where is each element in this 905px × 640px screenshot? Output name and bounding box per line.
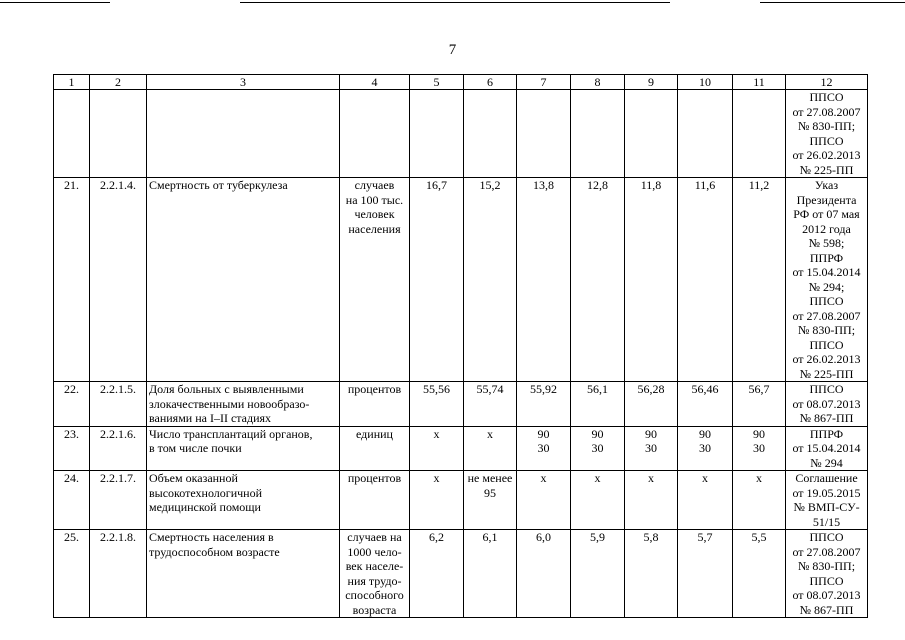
value-cell <box>464 382 517 427</box>
cell-line: 55,92 <box>530 382 557 396</box>
cell-line: возраста <box>352 602 397 617</box>
value-cell <box>571 90 625 178</box>
value-cell <box>571 471 625 530</box>
value-cell <box>464 530 517 618</box>
cell-line: процентов <box>347 471 402 485</box>
value-cell <box>733 471 786 530</box>
indicator-name <box>147 426 340 471</box>
column-header: 12 <box>786 75 868 90</box>
cell-line: трудоспособном возрасте <box>149 544 280 559</box>
unit-of-measure <box>340 90 410 178</box>
cell-line: 5,5 <box>751 530 767 544</box>
value-cell <box>464 471 517 530</box>
cell-line: 90 <box>645 426 657 441</box>
cell-line: от 26.02.2013 <box>792 148 861 162</box>
column-header: 4 <box>340 75 410 90</box>
top-rule-left <box>0 2 110 3</box>
cell-line: № 867-ПП <box>799 411 854 425</box>
source-document <box>786 471 868 530</box>
value-cell <box>678 90 733 178</box>
cell-line: случаев <box>354 178 395 192</box>
cell-line: от 19.05.2015 <box>792 485 861 500</box>
cell-line: 11,6 <box>694 178 716 192</box>
row-number: 23. <box>54 426 90 471</box>
unit-of-measure <box>340 382 410 427</box>
row-number: 22. <box>54 382 90 427</box>
cell-line: 90 <box>753 426 765 441</box>
cell-line: Соглашение <box>795 471 858 485</box>
indicator-name <box>147 90 340 178</box>
cell-line: № 294 <box>810 455 843 470</box>
source-document <box>786 90 868 178</box>
cell-line: 56,1 <box>587 382 608 396</box>
cell-line: 6,1 <box>482 530 498 544</box>
cell-line: № 598; <box>808 236 845 250</box>
indicator-code: 2.2.1.8. <box>90 530 147 618</box>
cell-line: 16,7 <box>426 178 447 192</box>
value-cell <box>517 382 571 427</box>
cell-line: 1000 чело- <box>347 544 402 559</box>
row-number: 24. <box>54 471 90 530</box>
indicator-name <box>147 530 340 618</box>
value-cell <box>517 90 571 178</box>
value-cell <box>410 471 464 530</box>
cell-line: № 225-ПП <box>799 366 854 381</box>
cell-line: 11,8 <box>640 178 662 192</box>
cell-line: ППСО <box>809 337 844 352</box>
value-cell <box>464 426 517 471</box>
cell-line: 90 <box>699 426 711 441</box>
table-row <box>54 90 868 178</box>
cell-line: 5,8 <box>643 530 659 544</box>
cell-line: 15,2 <box>479 178 501 192</box>
cell-line: 6,0 <box>536 530 551 544</box>
source-document <box>786 178 868 382</box>
value-cell <box>410 426 464 471</box>
cell-line: 56,7 <box>748 382 770 396</box>
value-cell <box>410 90 464 178</box>
cell-line: 30 <box>591 441 604 455</box>
column-header: 8 <box>571 75 625 90</box>
cell-line: 5,7 <box>697 530 713 544</box>
cell-line: ППСО <box>809 573 844 588</box>
row-number: 25. <box>54 530 90 618</box>
cell-line: № 830-ПП; <box>797 119 856 133</box>
value-cell <box>571 426 625 471</box>
cell-line: № ВМП-СУ- <box>793 500 860 514</box>
value-cell <box>678 426 733 471</box>
cell-line: № 225-ПП <box>799 162 854 177</box>
cell-line: процентов <box>347 382 402 396</box>
cell-line: Указ <box>814 178 839 192</box>
cell-line: от 08.07.2013 <box>792 396 861 411</box>
value-cell <box>625 530 678 618</box>
cell-line: ваниями на I–II стадиях <box>149 411 272 425</box>
cell-line: единиц <box>356 426 393 441</box>
value-cell <box>410 178 464 382</box>
value-cell <box>625 178 678 382</box>
value-cell <box>625 90 678 178</box>
row-number: 21. <box>54 178 90 382</box>
value-cell <box>625 426 678 471</box>
indicators-table <box>53 74 868 618</box>
cell-line: на 100 тыс. <box>345 192 404 207</box>
cell-line: РФ от 07 мая <box>793 207 860 221</box>
value-cell <box>625 471 678 530</box>
cell-line: х <box>702 471 708 485</box>
indicator-name <box>147 178 340 382</box>
column-header: 5 <box>410 75 464 90</box>
header-row <box>54 75 868 90</box>
column-header: 2 <box>90 75 147 90</box>
value-cell <box>410 382 464 427</box>
cell-line: Смертность населения в <box>149 530 274 544</box>
cell-line: 30 <box>753 441 765 455</box>
table-row <box>54 530 868 618</box>
cell-line: 30 <box>699 441 711 455</box>
cell-line: 90 <box>537 426 550 441</box>
cell-line: 11,2 <box>748 178 770 192</box>
cell-line: х <box>433 471 440 485</box>
cell-line: 12,8 <box>587 178 608 192</box>
cell-line: населения <box>348 221 401 236</box>
column-header: 3 <box>147 75 340 90</box>
indicator-code: 2.2.1.6. <box>90 426 147 471</box>
unit-of-measure <box>340 426 410 471</box>
value-cell <box>678 178 733 382</box>
cell-line: ППСО <box>809 90 844 104</box>
cell-line: от 15.04.2014 <box>792 441 861 455</box>
value-cell <box>464 178 517 382</box>
indicator-name <box>147 471 340 530</box>
cell-line: ния трудо- <box>347 573 402 588</box>
table-row <box>54 426 868 471</box>
table-row <box>54 382 868 427</box>
column-header: 6 <box>464 75 517 90</box>
cell-line: 56,46 <box>691 382 719 396</box>
value-cell <box>625 382 678 427</box>
indicator-name <box>147 382 340 427</box>
value-cell <box>571 178 625 382</box>
cell-line: х <box>594 471 601 485</box>
cell-line: 30 <box>645 441 657 455</box>
unit-of-measure <box>340 178 410 382</box>
row-number <box>54 90 90 178</box>
cell-line: 13,8 <box>533 178 554 192</box>
cell-line: 30 <box>537 441 550 455</box>
cell-line: х <box>648 471 654 485</box>
cell-line: ППРФ <box>809 250 844 265</box>
cell-line: 2012 года <box>802 221 851 236</box>
cell-line: от 08.07.2013 <box>792 588 861 602</box>
value-cell <box>517 178 571 382</box>
value-cell <box>571 530 625 618</box>
cell-line: не менее <box>467 471 513 485</box>
cell-line: Объем оказанной <box>149 471 238 485</box>
cell-line: № 867-ПП <box>799 602 854 617</box>
table-row <box>54 471 868 530</box>
cell-line: 6,2 <box>429 530 444 544</box>
column-header: 9 <box>625 75 678 90</box>
cell-line: от 26.02.2013 <box>792 352 861 366</box>
value-cell <box>464 90 517 178</box>
cell-line: ППРФ <box>809 426 844 441</box>
source-document <box>786 530 868 618</box>
cell-line: от 27.08.2007 <box>792 544 861 559</box>
source-document <box>786 426 868 471</box>
unit-of-measure <box>340 530 410 618</box>
cell-line: № 830-ПП; <box>797 323 856 337</box>
column-header: 10 <box>678 75 733 90</box>
value-cell <box>678 530 733 618</box>
cell-line: ППСО <box>809 294 844 308</box>
cell-line: 5,9 <box>590 530 605 544</box>
value-cell <box>410 530 464 618</box>
cell-line: человек <box>354 207 395 221</box>
indicator-code: 2.2.1.5. <box>90 382 147 427</box>
cell-line: в том числе почки <box>149 441 242 455</box>
cell-line: век населе- <box>345 559 404 573</box>
indicator-code <box>90 90 147 178</box>
column-header: 1 <box>54 75 90 90</box>
cell-line: злокачественными новообразо- <box>149 396 310 411</box>
value-cell <box>678 382 733 427</box>
table-row <box>54 178 868 382</box>
value-cell <box>571 382 625 427</box>
cell-line: от 27.08.2007 <box>792 308 861 323</box>
cell-line: х <box>756 471 762 485</box>
cell-line: ППСО <box>809 530 844 544</box>
cell-line: ППСО <box>809 382 844 396</box>
cell-line: 90 <box>591 426 604 441</box>
cell-line: 95 <box>484 485 496 500</box>
indicator-code: 2.2.1.4. <box>90 178 147 382</box>
value-cell <box>678 471 733 530</box>
cell-line: х <box>540 471 547 485</box>
column-header: 7 <box>517 75 571 90</box>
value-cell <box>517 530 571 618</box>
column-header: 11 <box>733 75 786 90</box>
top-rule-right <box>760 2 905 3</box>
cell-line: Число трансплантаций органов, <box>149 426 313 441</box>
cell-line: высокотехнологичной <box>149 485 263 500</box>
cell-line: способного <box>345 588 404 602</box>
value-cell <box>517 426 571 471</box>
page-number: 7 <box>448 42 457 58</box>
cell-line: от 15.04.2014 <box>792 265 861 279</box>
cell-line: случаев на <box>347 530 402 544</box>
value-cell <box>517 471 571 530</box>
cell-line: ППСО <box>809 133 844 148</box>
value-cell <box>733 382 786 427</box>
cell-line: от 27.08.2007 <box>792 104 861 119</box>
value-cell <box>733 90 786 178</box>
indicator-code: 2.2.1.7. <box>90 471 147 530</box>
cell-line: Смертность от туберкулеза <box>149 178 288 192</box>
top-rule-mid <box>240 2 670 3</box>
value-cell <box>733 426 786 471</box>
cell-line: 56,28 <box>637 382 665 396</box>
value-cell <box>733 530 786 618</box>
cell-line: 51/15 <box>812 514 841 529</box>
cell-line: 55,74 <box>476 382 504 396</box>
cell-line: № 294; <box>808 279 845 294</box>
unit-of-measure <box>340 471 410 530</box>
cell-line: 55,56 <box>423 382 450 396</box>
cell-line: Доля больных с выявленными <box>149 382 304 396</box>
cell-line: медицинской помощи <box>149 500 261 514</box>
source-document <box>786 382 868 427</box>
cell-line: Президента <box>796 192 857 207</box>
cell-line: х <box>487 426 493 441</box>
cell-line: № 830-ПП; <box>797 559 856 573</box>
value-cell <box>733 178 786 382</box>
cell-line: х <box>433 426 440 441</box>
